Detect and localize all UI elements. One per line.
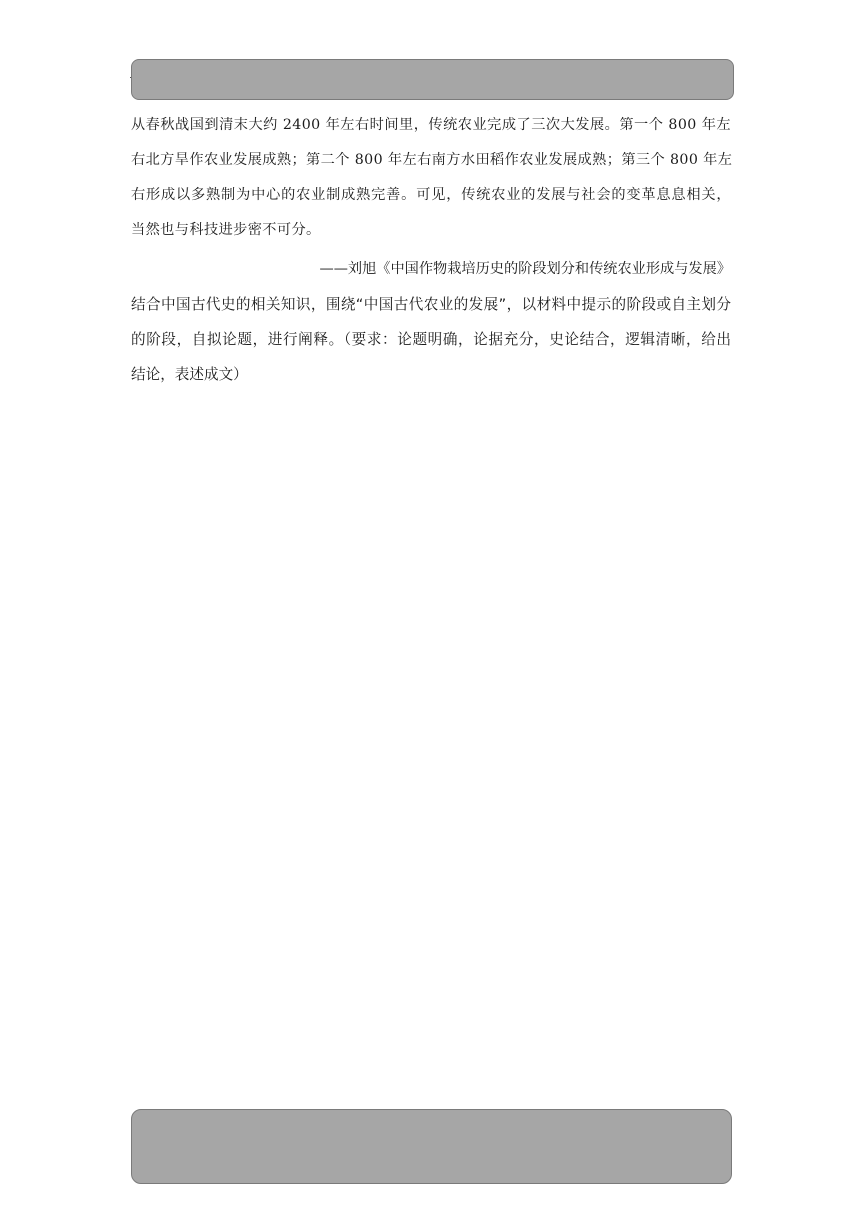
question-line-1: 结合中国古代史的相关知识，围绕“中国古代农业的发展”，以材料中提示的阶段或自主划分 — [131, 296, 731, 313]
source-material — [131, 108, 731, 248]
material-line-4: 当然也与科技进步密不可分。 — [131, 222, 321, 238]
header-banner — [131, 59, 734, 100]
question-prompt — [131, 287, 731, 392]
footer-banner — [131, 1109, 732, 1184]
material-line-1: 从春秋战国到清末大约 2400 年左右时间里，传统农业完成了三次大发展。第一个 800 年左 — [131, 117, 731, 133]
question-line-2: 的阶段，自拟论题，进行阐释。（要求：论题明确，论据充分，史论结合，逻辑清晰，给出 — [131, 331, 731, 348]
question-content — [131, 108, 731, 392]
material-line-2: 右北方旱作农业发展成熟；第二个 800 年左右南方水田稻作农业发展成熟；第三个 800 年左 — [131, 152, 733, 168]
material-line-3: 右形成以多熟制为中心的农业制成熟完善。可见，传统农业的发展与社会的变革息息相关， — [131, 187, 731, 203]
question-line-3: 结论，表述成文） — [131, 366, 248, 383]
material-source-citation: ——刘旭《中国作物栽培历史的阶段划分和传统农业形成与发展》 — [319, 261, 731, 277]
